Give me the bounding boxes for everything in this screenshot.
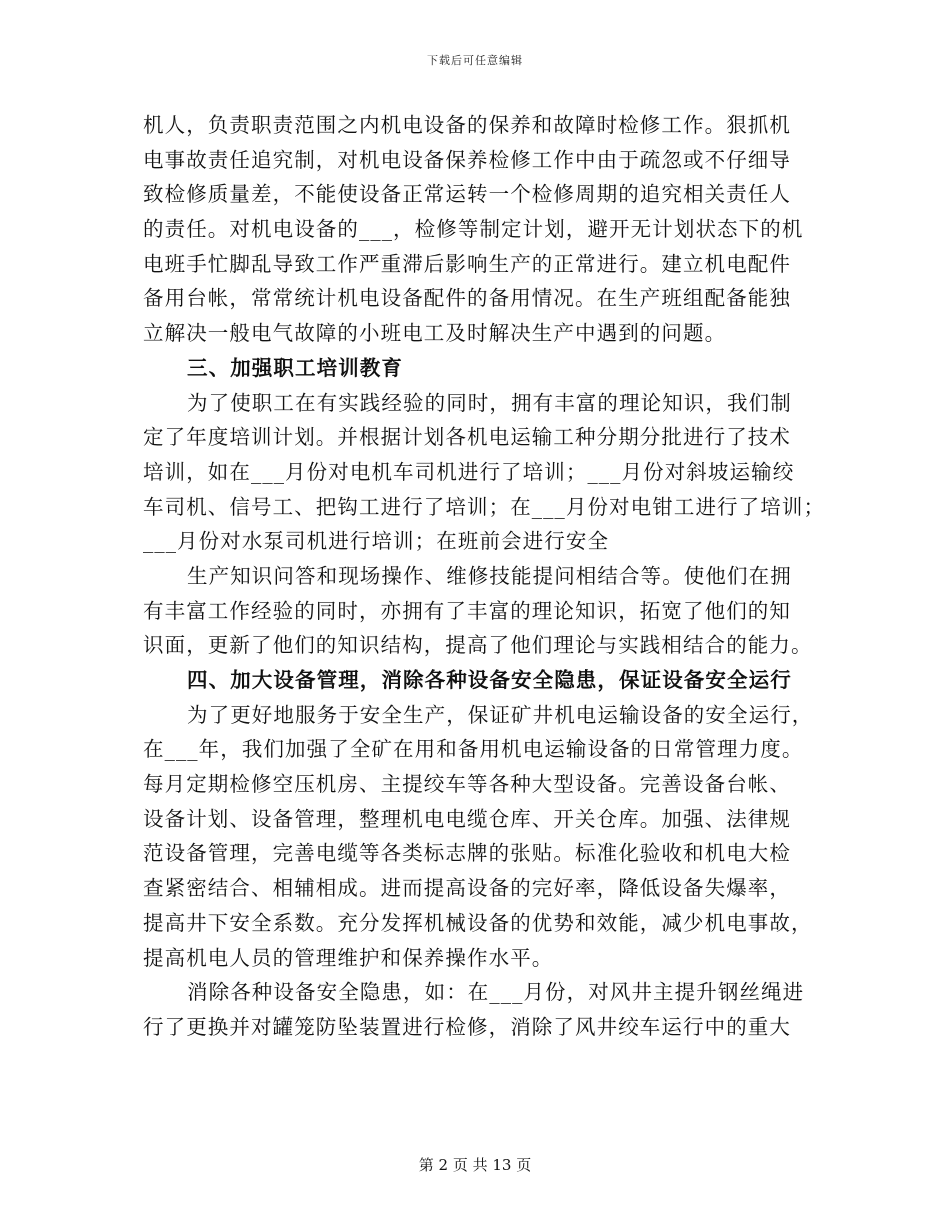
text-line: 致检修质量差，不能使设备正常运转一个检修周期的追究相关责任人 (143, 182, 791, 207)
text-line: 机人，负责职责范围之内机电设备的保养和故障时检修工作。狠抓机 (143, 113, 791, 137)
text-line: 的责任。对机电设备的___，检修等制定计划，避开无计划状态下的机 (143, 217, 804, 242)
text-line: 查紧密结合、相辅相成。进而提高设备的完好率，降低设备失爆率， (143, 876, 791, 901)
text-line: 备用台帐，常常统计机电设备配件的备用情况。在生产班组配备能独 (143, 286, 791, 311)
text-line: 提高井下安全系数。充分发挥机械设备的优势和效能，减少机电事故， (143, 910, 813, 935)
text-line: 提高机电人员的管理维护和保养操作水平。 (143, 945, 554, 970)
page-number: 第 2 页 共 13 页 (418, 1156, 532, 1174)
text-line: 设备计划、设备管理，整理机电电缆仓库、开关仓库。加强、法律规 (143, 806, 791, 831)
text-line: ___月份对水泵司机进行培训；在班前会进行安全 (143, 529, 610, 554)
section-heading: 三、加强职工培训教育 (187, 355, 403, 380)
text-line: 车司机、信号工、把钩工进行了培训；在___月份对电钳工进行了培训； (143, 494, 826, 519)
text-line: 定了年度培训计划。并根据计划各机电运输工种分期分批进行了技术 (143, 425, 791, 450)
text-line: 培训，如在___月份对电机车司机进行了培训；___月份对斜坡运输绞 (143, 459, 795, 484)
document-body (143, 108, 826, 1045)
text-line: 立解决一般电气故障的小班电工及时解决生产中遇到的问题。 (143, 321, 727, 346)
text-line: 每月定期检修空压机房、主提绞车等各种大型设备。完善设备台帐、 (143, 772, 791, 797)
text-line: 生产知识问答和现场操作、维修技能提问相结合等。使他们在拥 (187, 563, 792, 588)
text-line: 有丰富工作经验的同时，亦拥有了丰富的理论知识，拓宽了他们的知 (143, 598, 791, 623)
text-line: 行了更换并对罐笼防坠装置进行检修，消除了风井绞车运行中的重大 (143, 1014, 791, 1039)
text-line: 为了更好地服务于安全生产，保证矿井机电运输设备的安全运行， (187, 702, 814, 727)
text-line: 范设备管理，完善电缆等各类标志牌的张贴。标准化验收和机电大检 (143, 841, 791, 866)
text-line: 在___年，我们加强了全矿在用和备用机电运输设备的日常管理力度。 (143, 737, 804, 762)
section-heading: 四、加大设备管理，消除各种设备安全隐患，保证设备安全运行 (187, 668, 792, 692)
text-line: 电班手忙脚乱导致工作严重滞后影响生产的正常进行。建立机电配件 (143, 251, 791, 276)
text-line: 识面，更新了他们的知识结构，提高了他们理论与实践相结合的能力。 (143, 633, 813, 658)
text-line: 消除各种设备安全隐患，如：在___月份，对风井主提升钢丝绳进 (187, 980, 805, 1005)
text-line: 电事故责任追究制，对机电设备保养检修工作中由于疏忽或不仔细导 (143, 147, 791, 172)
page-header: 下载后可任意编辑 (427, 54, 523, 67)
text-line: 为了使职工在有实践经验的同时，拥有丰富的理论知识，我们制 (187, 390, 792, 415)
